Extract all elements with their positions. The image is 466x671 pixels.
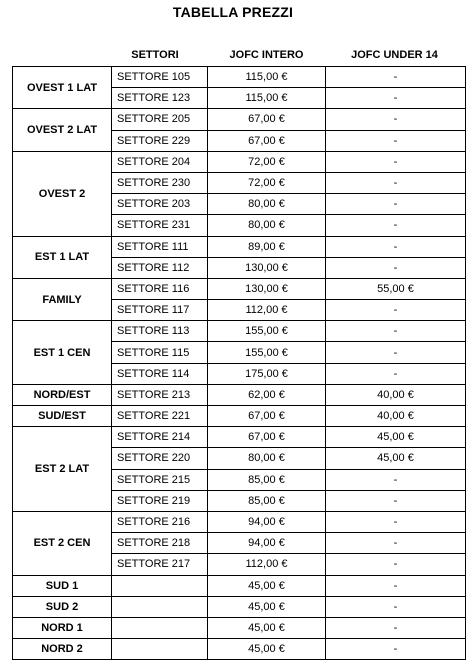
zone-cell: SUD/EST [13,406,112,427]
under14-price-cell: 55,00 € [326,278,466,299]
under14-price-cell: 45,00 € [326,448,466,469]
column-header-settori: SETTORI [131,49,179,61]
sector-cell [112,596,208,617]
sector-cell [112,575,208,596]
under14-price-cell: - [326,575,466,596]
under14-price-cell: - [326,469,466,490]
sector-cell: SETTORE 113 [112,321,208,342]
intero-price-cell: 115,00 € [208,88,326,109]
table-row [13,151,466,172]
sector-cell: SETTORE 105 [112,67,208,88]
sector-cell: SETTORE 112 [112,257,208,278]
sector-cell: SETTORE 115 [112,342,208,363]
under14-price-cell: - [326,511,466,532]
zone-cell: SUD 2 [13,596,112,617]
table-row [13,575,466,596]
zone-cell: EST 1 CEN [13,321,112,385]
sector-cell: SETTORE 218 [112,533,208,554]
table-row [13,511,466,532]
table-row [13,427,466,448]
sector-cell: SETTORE 204 [112,151,208,172]
sector-cell: SETTORE 229 [112,130,208,151]
zone-cell: OVEST 2 LAT [13,109,112,151]
under14-price-cell: - [326,194,466,215]
under14-price-cell: - [326,321,466,342]
intero-price-cell: 45,00 € [208,639,326,660]
under14-price-cell: - [326,639,466,660]
under14-price-cell: - [326,300,466,321]
sector-cell [112,617,208,638]
intero-price-cell: 80,00 € [208,194,326,215]
table-row [13,67,466,88]
under14-price-cell: - [326,109,466,130]
table-row [13,617,466,638]
under14-price-cell: 45,00 € [326,427,466,448]
under14-price-cell: - [326,554,466,575]
intero-price-cell: 155,00 € [208,342,326,363]
intero-price-cell: 85,00 € [208,469,326,490]
intero-price-cell: 85,00 € [208,490,326,511]
under14-price-cell: - [326,617,466,638]
intero-price-cell: 67,00 € [208,130,326,151]
under14-price-cell: - [326,236,466,257]
sector-cell: SETTORE 213 [112,384,208,405]
zone-cell: OVEST 1 LAT [13,67,112,109]
intero-price-cell: 94,00 € [208,533,326,554]
price-table [12,66,466,660]
zone-cell: NORD 2 [13,639,112,660]
intero-price-cell: 89,00 € [208,236,326,257]
sector-cell: SETTORE 203 [112,194,208,215]
zone-cell: NORD/EST [13,384,112,405]
zone-cell: FAMILY [13,278,112,320]
sector-cell: SETTORE 123 [112,88,208,109]
under14-price-cell: - [326,363,466,384]
under14-price-cell: - [326,151,466,172]
under14-price-cell: - [326,172,466,193]
sector-cell: SETTORE 215 [112,469,208,490]
sector-cell: SETTORE 205 [112,109,208,130]
sector-cell: SETTORE 230 [112,172,208,193]
intero-price-cell: 45,00 € [208,596,326,617]
zone-cell: OVEST 2 [13,151,112,236]
intero-price-cell: 62,00 € [208,384,326,405]
sector-cell: SETTORE 217 [112,554,208,575]
intero-price-cell: 67,00 € [208,406,326,427]
under14-price-cell: - [326,342,466,363]
sector-cell: SETTORE 216 [112,511,208,532]
intero-price-cell: 80,00 € [208,215,326,236]
zone-cell: NORD 1 [13,617,112,638]
under14-price-cell: 40,00 € [326,406,466,427]
under14-price-cell: - [326,533,466,554]
intero-price-cell: 72,00 € [208,172,326,193]
sector-cell: SETTORE 117 [112,300,208,321]
zone-cell: EST 1 LAT [13,236,112,278]
under14-price-cell: - [326,130,466,151]
intero-price-cell: 67,00 € [208,427,326,448]
intero-price-cell: 80,00 € [208,448,326,469]
intero-price-cell: 175,00 € [208,363,326,384]
table-row [13,278,466,299]
table-row [13,639,466,660]
zone-cell: EST 2 CEN [13,511,112,575]
under14-price-cell: - [326,215,466,236]
under14-price-cell: 40,00 € [326,384,466,405]
table-row [13,109,466,130]
intero-price-cell: 94,00 € [208,511,326,532]
sector-cell: SETTORE 231 [112,215,208,236]
sector-cell [112,639,208,660]
sector-cell: SETTORE 114 [112,363,208,384]
price-table-body [13,67,466,660]
intero-price-cell: 130,00 € [208,278,326,299]
intero-price-cell: 72,00 € [208,151,326,172]
sector-cell: SETTORE 221 [112,406,208,427]
table-row [13,596,466,617]
sector-cell: SETTORE 220 [112,448,208,469]
intero-price-cell: 45,00 € [208,617,326,638]
sector-cell: SETTORE 219 [112,490,208,511]
intero-price-cell: 112,00 € [208,300,326,321]
table-row [13,321,466,342]
under14-price-cell: - [326,596,466,617]
under14-price-cell: - [326,490,466,511]
intero-price-cell: 112,00 € [208,554,326,575]
table-row [13,406,466,427]
zone-cell: EST 2 LAT [13,427,112,512]
under14-price-cell: - [326,67,466,88]
intero-price-cell: 130,00 € [208,257,326,278]
column-header-under14: JOFC UNDER 14 [351,49,438,61]
zone-cell: SUD 1 [13,575,112,596]
under14-price-cell: - [326,88,466,109]
page-title: TABELLA PREZZI [172,4,294,20]
intero-price-cell: 115,00 € [208,67,326,88]
sector-cell: SETTORE 116 [112,278,208,299]
sector-cell: SETTORE 111 [112,236,208,257]
intero-price-cell: 67,00 € [208,109,326,130]
intero-price-cell: 155,00 € [208,321,326,342]
sector-cell: SETTORE 214 [112,427,208,448]
column-header-intero: JOFC INTERO [229,49,304,61]
table-row [13,236,466,257]
under14-price-cell: - [326,257,466,278]
intero-price-cell: 45,00 € [208,575,326,596]
table-row [13,384,466,405]
